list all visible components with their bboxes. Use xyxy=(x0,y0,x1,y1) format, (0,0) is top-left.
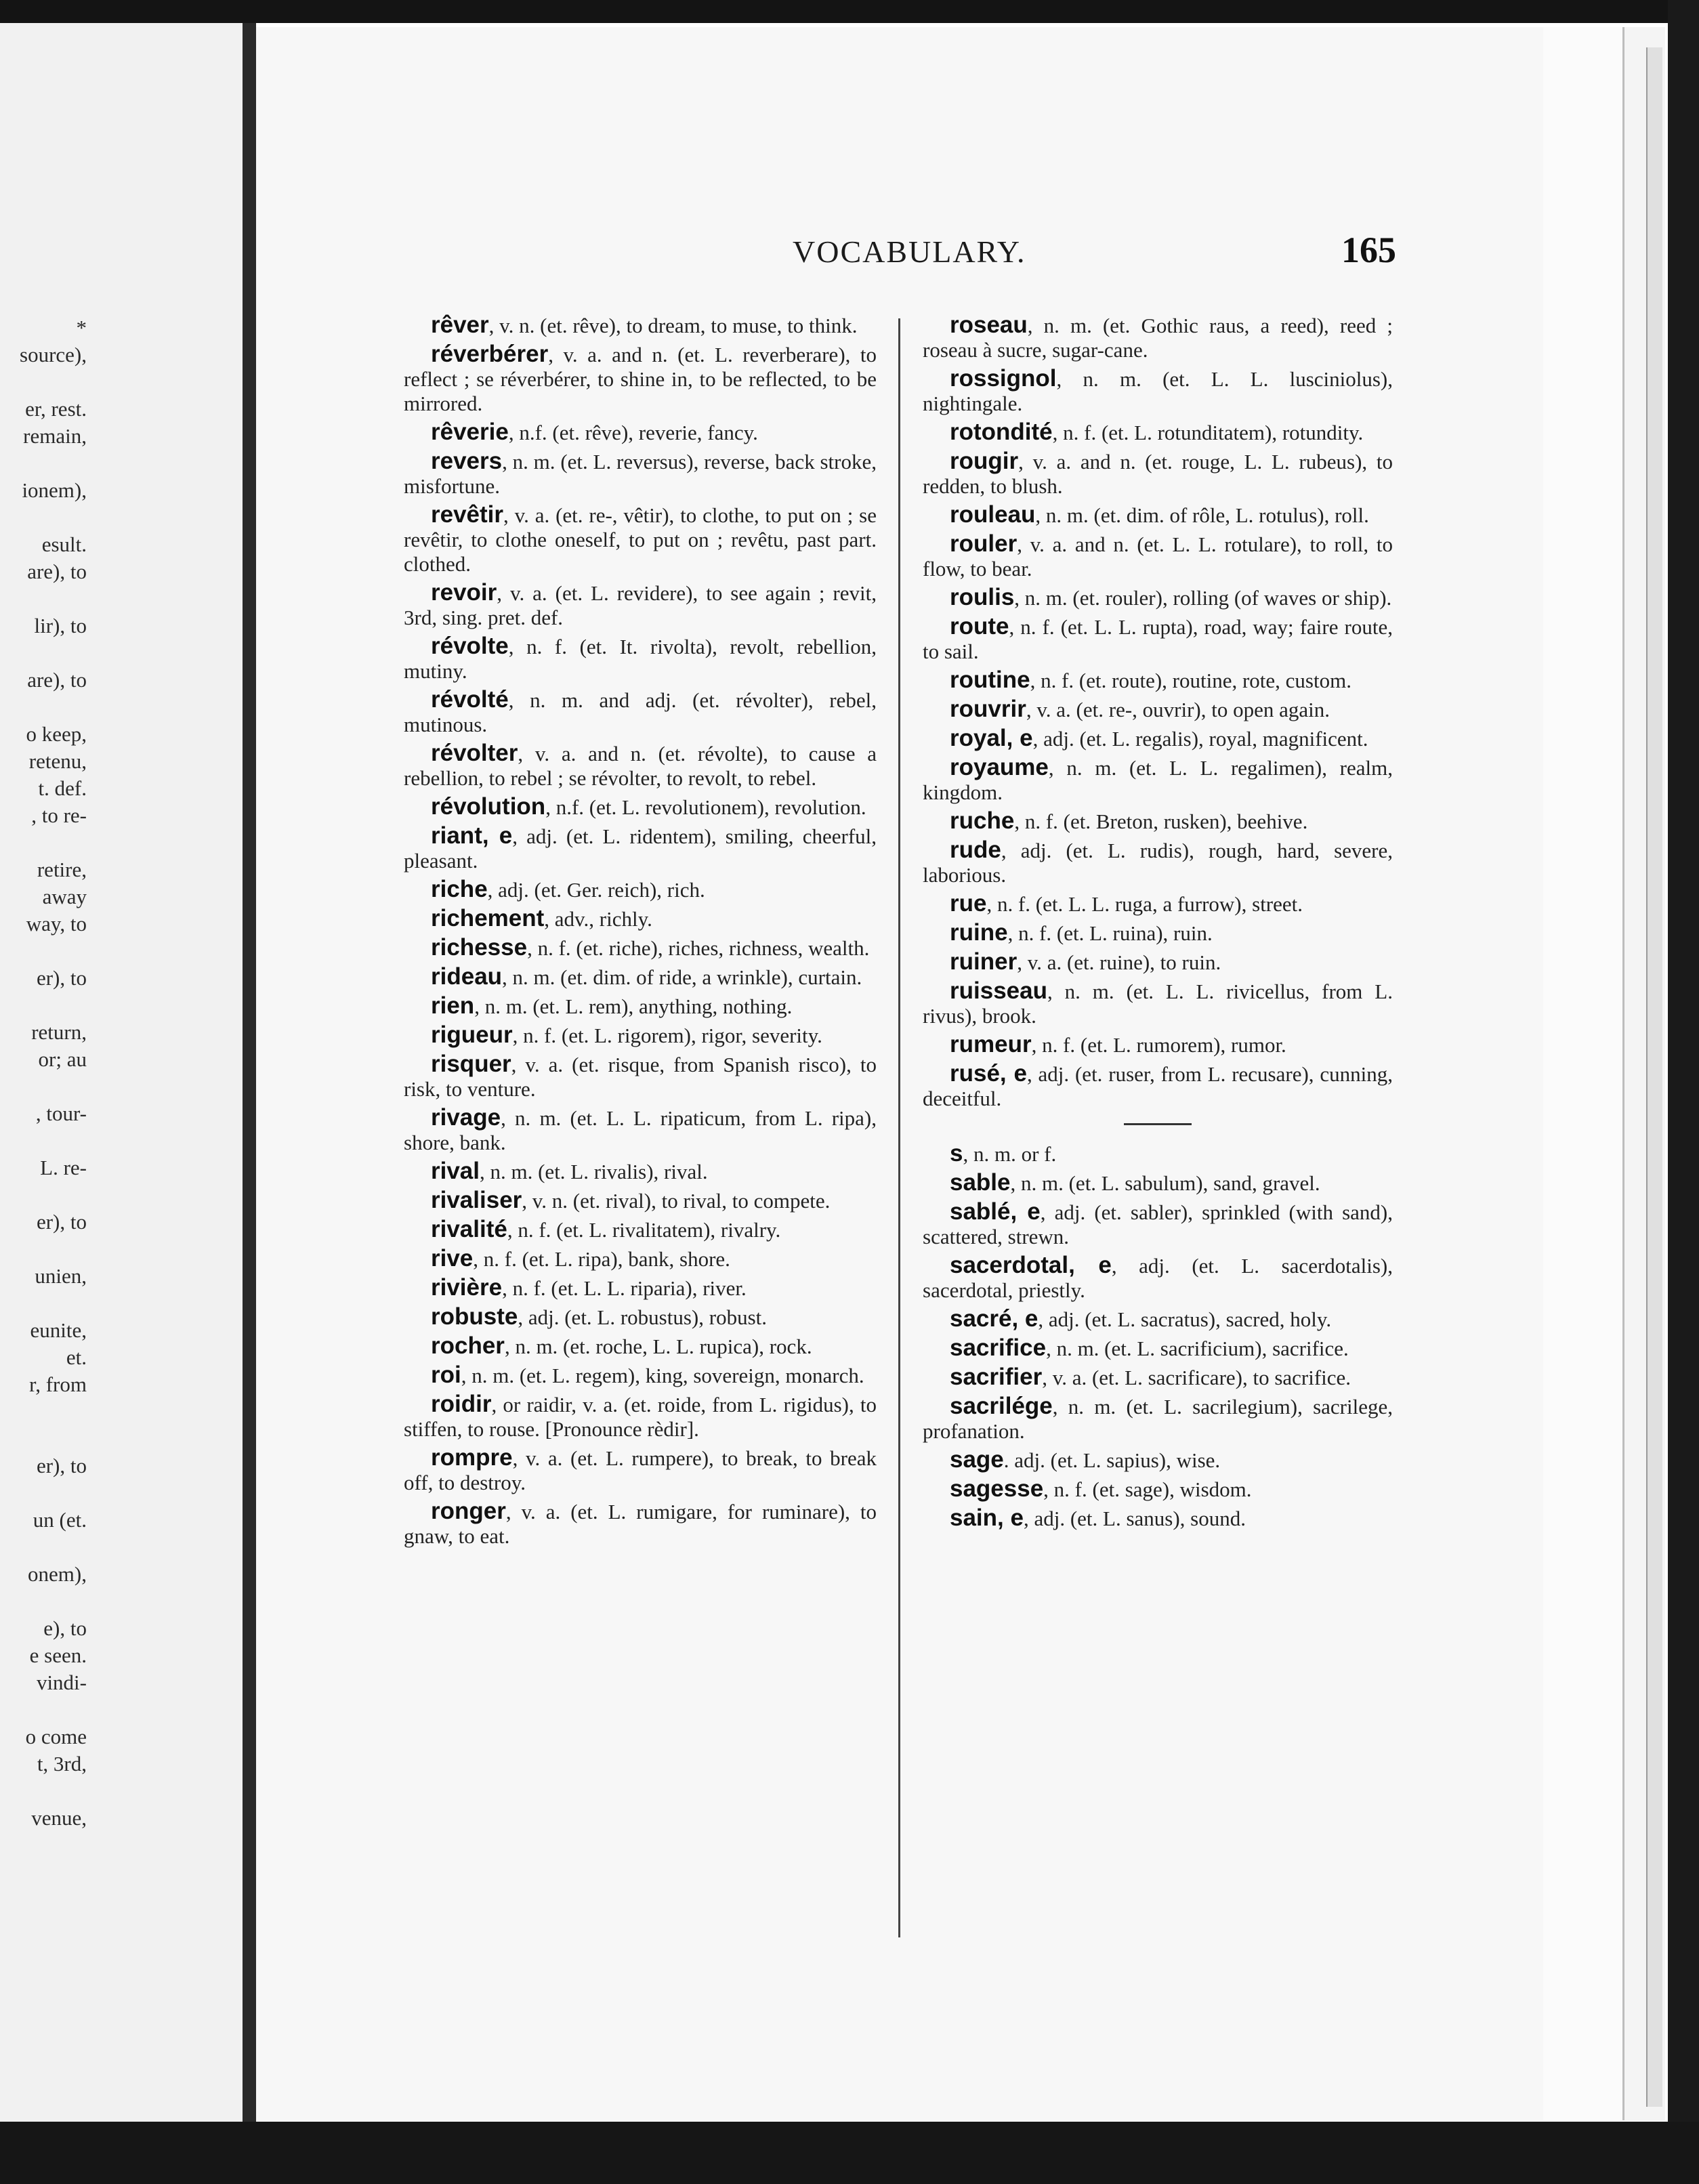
page-right-margin xyxy=(1543,27,1622,2120)
facing-page-line xyxy=(0,639,87,667)
dictionary-entry xyxy=(404,1334,877,1359)
facing-page-line: o come xyxy=(25,1725,87,1748)
entry-headword: rouler xyxy=(950,530,1018,557)
entry-definition: , n. m. (et. L. sacrificium), sacrifice. xyxy=(1046,1337,1349,1360)
facing-page-line xyxy=(0,1778,87,1805)
facing-page-line xyxy=(0,1479,87,1507)
entry-definition: , v. a. and n. (et. rouge, L. L. rubeus), to redden, to blush. xyxy=(923,450,1393,498)
entry-headword: route xyxy=(950,613,1009,639)
facing-page-line: vindi- xyxy=(36,1671,87,1694)
entry-definition: , adj. (et. L. sacerdotalis), sacerdotal, priestly. xyxy=(923,1254,1393,1302)
section-separator xyxy=(1124,1123,1192,1125)
dictionary-entry xyxy=(923,1200,1393,1249)
entry-definition: , n. m. or f. xyxy=(963,1142,1057,1166)
scan-top-border xyxy=(0,0,1699,23)
facing-page-line xyxy=(0,1425,87,1452)
dictionary-entry xyxy=(923,838,1393,887)
entry-headword: ruine xyxy=(950,919,1008,946)
entry-definition: , v. a. (et. L. rumpere), to break, to break off, to destroy. xyxy=(404,1446,877,1494)
dictionary-entry xyxy=(404,1052,877,1101)
dictionary-entry xyxy=(923,1307,1393,1332)
entry-definition: , or raidir, v. a. (et. roide, from L. rigidus), to stiffen, to rouse. [Pronounce rèdir]. xyxy=(404,1393,877,1441)
facing-page-line: away xyxy=(42,885,87,908)
entry-headword: sacerdotal, e xyxy=(950,1252,1112,1278)
entry-headword: rideau xyxy=(431,963,503,990)
dictionary-entry xyxy=(923,921,1393,946)
facing-page-line: source), xyxy=(20,343,87,366)
facing-page-line: er), to xyxy=(36,966,87,990)
entry-definition: , v. a. and n. (et. L. reverberare), to reflect ; se réverbérer, to shine in, to be reflected, to be mirrored. xyxy=(404,343,877,415)
dictionary-entry xyxy=(404,1217,877,1242)
entry-definition: , n. m. (et. L. L. lusciniolus), nightingale. xyxy=(923,367,1393,415)
facing-page-line: esult. xyxy=(41,532,87,556)
entry-definition: , n.f. (et. rêve), reverie, fancy. xyxy=(508,421,758,444)
dictionary-entry xyxy=(404,449,877,499)
dictionary-entry xyxy=(404,1305,877,1330)
dictionary-entry xyxy=(923,1171,1393,1196)
entry-headword: ruiner xyxy=(950,948,1018,975)
entry-definition: , n. m. and adj. (et. révolter), rebel, mutinous. xyxy=(404,688,877,736)
entry-headword: ronger xyxy=(431,1498,506,1524)
entry-headword: risquer xyxy=(431,1051,511,1077)
dictionary-entry xyxy=(923,503,1393,528)
dictionary-entry xyxy=(404,503,877,576)
entry-headword: rossignol xyxy=(950,365,1057,392)
scan-bottom-border xyxy=(0,2122,1699,2184)
entry-definition: , n. m. (et. Gothic raus, a reed), reed ; roseau à sucre, sugar-cane. xyxy=(923,314,1393,362)
facing-page-line: un (et. xyxy=(33,1508,87,1532)
entry-definition: , n. m. (et. L. rivalis), rival. xyxy=(480,1160,708,1183)
facing-page-line: , to re- xyxy=(31,803,87,827)
entry-headword: s xyxy=(950,1140,963,1167)
facing-page-line: t, 3rd, xyxy=(37,1752,87,1776)
dictionary-entry xyxy=(404,1188,877,1213)
running-header: VOCABULARY. xyxy=(793,234,1026,269)
facing-page-line xyxy=(0,1588,87,1615)
facing-page-line: way, to xyxy=(26,912,87,936)
entry-definition: , n. f. (et. L. rotunditatem), rotundity. xyxy=(1052,421,1364,444)
entry-headword: rêver xyxy=(431,312,489,338)
entry-definition: , n. f. (et. L. L. riparia), river. xyxy=(502,1276,747,1300)
entry-headword: sage xyxy=(950,1446,1004,1473)
entry-headword: royaume xyxy=(950,754,1049,780)
entry-definition: , n.f. (et. L. revolutionem), revolution. xyxy=(545,795,866,819)
facing-page-line: are), to xyxy=(27,560,87,583)
right-column xyxy=(923,313,1393,1535)
entry-headword: royal, e xyxy=(950,725,1033,751)
scan-right-border xyxy=(1668,0,1699,2184)
entry-definition: , n. f. (et. L. ruina), ruin. xyxy=(1007,921,1213,945)
facing-page-line: er), to xyxy=(36,1454,87,1477)
facing-page-line: e seen. xyxy=(29,1643,87,1667)
dictionary-entry xyxy=(923,366,1393,416)
facing-page-line: lir), to xyxy=(34,614,87,637)
facing-page-line xyxy=(0,1290,87,1317)
entry-definition: , v. n. (et. rêve), to dream, to muse, to think. xyxy=(488,314,858,337)
entry-headword: révolter xyxy=(431,740,518,766)
entry-definition: , n. m. (et. roche, L. L. rupica), rock. xyxy=(504,1335,812,1358)
dictionary-entry xyxy=(923,726,1393,751)
entry-headword: rocher xyxy=(431,1332,505,1359)
entry-headword: rivalité xyxy=(431,1216,507,1242)
entry-headword: roseau xyxy=(950,312,1028,338)
facing-page-line xyxy=(0,1236,87,1263)
entry-definition: , n. f. (et. route), routine, rote, custom. xyxy=(1030,669,1351,692)
dictionary-entry xyxy=(404,795,877,820)
facing-page-line xyxy=(0,504,87,531)
facing-page-line: retenu, xyxy=(28,749,87,773)
page-number: 165 xyxy=(1341,230,1396,270)
entry-definition: , n. m. (et. L. L. rivicellus, from L. rivus), brook. xyxy=(923,980,1393,1028)
entry-definition: , n. m. (et. L. sacrilegium), sacrilege, profanation. xyxy=(923,1395,1393,1443)
dictionary-entry xyxy=(404,1159,877,1184)
entry-headword: sable xyxy=(950,1169,1011,1196)
entry-headword: révolte xyxy=(431,633,509,659)
dictionary-entry xyxy=(923,950,1393,975)
entry-definition: , v. a. (et. re-, vêtir), to clothe, to put on ; se revêtir, to clothe oneself, to put on ; revêtu, past part. clothed. xyxy=(404,503,877,576)
facing-page-line: retire, xyxy=(37,858,87,881)
entry-headword: roi xyxy=(431,1362,461,1388)
entry-definition: , n. f. (et. L. ripa), bank, shore. xyxy=(473,1247,730,1271)
facing-page-line: er, rest. xyxy=(25,397,87,421)
dictionary-entry xyxy=(404,877,877,902)
facing-page-text xyxy=(0,314,87,1832)
dictionary-entry xyxy=(404,824,877,873)
dictionary-entry xyxy=(404,936,877,961)
dictionary-entry xyxy=(404,1106,877,1155)
book-gutter xyxy=(243,23,256,2122)
entry-headword: sacrilége xyxy=(950,1393,1053,1419)
entry-headword: rivière xyxy=(431,1274,503,1301)
entry-definition: , adv., richly. xyxy=(544,907,652,931)
facing-page-line: eunite, xyxy=(30,1318,87,1342)
entry-headword: rusé, e xyxy=(950,1060,1027,1087)
dictionary-entry xyxy=(923,1448,1393,1473)
entry-definition: , n. f. (et. Breton, rusken), beehive. xyxy=(1014,810,1308,833)
dictionary-entry xyxy=(404,634,877,684)
entry-headword: robuste xyxy=(431,1303,518,1330)
entry-headword: révolution xyxy=(431,793,546,820)
entry-definition: , adj. (et. L. rudis), rough, hard, severe, laborious. xyxy=(923,839,1393,887)
facing-page-line xyxy=(0,694,87,721)
entry-definition: , v. a. (et. L. rumigare, for ruminare), to gnaw, to eat. xyxy=(404,1500,877,1548)
entry-headword: révolté xyxy=(431,686,509,713)
entry-headword: richement xyxy=(431,905,545,931)
facing-page xyxy=(0,23,243,2122)
entry-definition: , n. f. (et. L. L. rupta), road, way; faire route, to sail. xyxy=(923,615,1393,663)
entry-headword: rivage xyxy=(431,1104,501,1131)
facing-page-line: L. re- xyxy=(40,1156,87,1179)
dictionary-entry xyxy=(923,313,1393,362)
facing-page-line: t. def. xyxy=(38,776,87,800)
facing-page-line: o keep, xyxy=(26,722,87,746)
dictionary-entry xyxy=(404,741,877,791)
entry-definition: , v. a. and n. (et. révolte), to cause a rebellion, to rebel ; se révolter, to revolt, to rebel. xyxy=(404,742,877,790)
dictionary-entry xyxy=(923,755,1393,805)
entry-definition: , n. m. (et. L. L. ripaticum, from L. ripa), shore, bank. xyxy=(404,1106,877,1154)
facing-page-line: e), to xyxy=(43,1616,87,1640)
dictionary-entry xyxy=(404,1392,877,1442)
dictionary-entry xyxy=(923,420,1393,445)
dictionary-entry xyxy=(404,581,877,630)
dictionary-entry xyxy=(923,809,1393,834)
dictionary-entry xyxy=(923,1365,1393,1390)
facing-page-line: venue, xyxy=(31,1806,87,1830)
entry-headword: ruche xyxy=(950,807,1015,834)
entry-headword: rêverie xyxy=(431,419,509,445)
entry-definition: , n. m. (et. dim. of rôle, L. rotulus), roll. xyxy=(1035,503,1369,527)
dictionary-entry xyxy=(404,1246,877,1272)
entry-definition: , n. f. (et. riche), riches, richness, wealth. xyxy=(527,936,870,960)
entry-headword: rougir xyxy=(950,448,1019,474)
entry-definition: , n. m. (et. L. reversus), reverse, back stroke, misfortune. xyxy=(404,450,877,498)
entry-headword: revers xyxy=(431,448,503,474)
facing-page-line: ionem), xyxy=(22,478,87,502)
entry-headword: roidir xyxy=(431,1391,492,1417)
facing-page-line: or; au xyxy=(38,1047,87,1071)
entry-definition: , n. f. (et. sage), wisdom. xyxy=(1043,1477,1252,1501)
facing-page-line: return, xyxy=(31,1020,87,1044)
entry-headword: rompre xyxy=(431,1444,513,1471)
entry-headword: routine xyxy=(950,667,1030,693)
dictionary-entry xyxy=(923,1062,1393,1111)
dictionary-entry xyxy=(923,891,1393,917)
entry-headword: richesse xyxy=(431,934,528,961)
entry-definition: , adj. (et. sabler), sprinkled (with sand), scattered, strewn. xyxy=(923,1200,1393,1248)
entry-headword: sain, e xyxy=(950,1505,1024,1531)
entry-definition: , v. a. (et. ruine), to ruin. xyxy=(1017,950,1221,974)
facing-page-line xyxy=(0,1398,87,1425)
entry-headword: rue xyxy=(950,890,987,917)
entry-headword: sablé, e xyxy=(950,1198,1041,1225)
dictionary-entry xyxy=(923,697,1393,722)
entry-definition: , n. f. (et. It. rivolta), revolt, rebellion, mutiny. xyxy=(404,635,877,683)
facing-page-line xyxy=(0,829,87,856)
entry-headword: revoir xyxy=(431,579,497,606)
left-column xyxy=(404,313,877,1553)
entry-headword: sagesse xyxy=(950,1475,1044,1502)
dictionary-entry xyxy=(404,313,877,338)
dictionary-entry xyxy=(923,1253,1393,1303)
dictionary-entry xyxy=(923,1506,1393,1531)
dictionary-entry xyxy=(923,1032,1393,1057)
dictionary-entry xyxy=(923,979,1393,1028)
entry-definition: , v. a. (et. re-, ouvrir), to open again. xyxy=(1026,698,1330,721)
entry-definition: , adj. (et. L. ridentem), smiling, cheerful, pleasant. xyxy=(404,824,877,873)
entry-definition: , n. f. (et. L. rumorem), rumor. xyxy=(1031,1033,1286,1057)
entry-definition: , adj. (et. Ger. reich), rich. xyxy=(487,878,705,902)
entry-definition: , n. m. (et. L. sabulum), sand, gravel. xyxy=(1010,1171,1320,1195)
facing-page-line xyxy=(0,1534,87,1561)
facing-page-line xyxy=(0,450,87,477)
facing-page-line: remain, xyxy=(23,424,87,448)
dictionary-entry xyxy=(923,614,1393,664)
entry-headword: rouvrir xyxy=(950,696,1026,722)
entry-definition: , adj. (et. L. sacratus), sacred, holy. xyxy=(1038,1307,1332,1331)
entry-definition: , n. f. (et. L. rigorem), rigor, severity. xyxy=(512,1024,822,1047)
entry-headword: revêtir xyxy=(431,501,504,528)
entry-headword: rotondité xyxy=(950,419,1053,445)
s-entries xyxy=(923,1141,1393,1531)
entry-definition: , v. a. (et. risque, from Spanish risco), to risk, to venture. xyxy=(404,1053,877,1101)
entry-headword: sacrifier xyxy=(950,1364,1043,1390)
entry-headword: riant, e xyxy=(431,822,513,849)
entry-definition: , n. f. (et. L. L. ruga, a furrow), street. xyxy=(986,892,1303,916)
entry-definition: , n. m. (et. L. L. regalimen), realm, kingdom. xyxy=(923,756,1393,804)
dictionary-entry xyxy=(404,906,877,931)
facing-page-line xyxy=(0,938,87,965)
facing-page-line: unien, xyxy=(35,1264,87,1288)
entry-definition: , v. a. and n. (et. L. L. rotulare), to roll, to flow, to bear. xyxy=(923,532,1393,581)
entry-headword: rude xyxy=(950,837,1001,863)
facing-page-line: * xyxy=(76,316,87,339)
entry-definition: , n. m. (et. L. regem), king, sovereign, monarch. xyxy=(461,1364,864,1387)
entry-definition: , v. a. (et. L. sacrificare), to sacrifice. xyxy=(1042,1366,1351,1389)
facing-page-line xyxy=(0,1127,87,1154)
dictionary-entry xyxy=(923,1477,1393,1502)
facing-page-line xyxy=(0,1181,87,1209)
entry-headword: rien xyxy=(431,992,475,1019)
dictionary-entry xyxy=(923,585,1393,610)
dictionary-entry xyxy=(923,1394,1393,1444)
entry-headword: rigueur xyxy=(431,1022,513,1048)
entry-definition: , adj. (et. L. sanus), sound. xyxy=(1023,1507,1246,1530)
entry-headword: sacrifice xyxy=(950,1335,1047,1361)
r-entries xyxy=(923,313,1393,1111)
facing-page-line: et. xyxy=(66,1345,87,1369)
facing-page-line: are), to xyxy=(27,668,87,692)
entry-definition: , v. n. (et. rival), to rival, to compete. xyxy=(522,1189,831,1213)
entry-headword: rive xyxy=(431,1245,474,1272)
entry-definition: , adj. (et. L. robustus), robust. xyxy=(518,1305,767,1329)
facing-page-line xyxy=(0,992,87,1019)
facing-page-line xyxy=(0,369,87,396)
dictionary-entry xyxy=(404,342,877,416)
facing-page-line: , tour- xyxy=(35,1101,87,1125)
entry-headword: réverbérer xyxy=(431,341,549,367)
dictionary-entry xyxy=(404,420,877,445)
page-edges-inner xyxy=(1646,47,1662,2107)
dictionary-entry xyxy=(923,1336,1393,1361)
facing-page-line: r, from xyxy=(29,1372,87,1396)
entry-definition: , n. m. (et. L. rem), anything, nothing. xyxy=(474,994,793,1018)
entry-headword: rivaliser xyxy=(431,1187,522,1213)
entry-definition: , adj. (et. ruser, from L. recusare), cunning, deceitful. xyxy=(923,1062,1393,1110)
entry-headword: sacré, e xyxy=(950,1305,1039,1332)
entry-definition: , n. m. (et. rouler), rolling (of waves or ship). xyxy=(1014,586,1392,610)
facing-page-line: onem), xyxy=(28,1562,87,1586)
dictionary-entry xyxy=(404,1276,877,1301)
entry-definition: , v. a. (et. L. revidere), to see again ; revit, 3rd, sing. pret. def. xyxy=(404,581,877,629)
dictionary-entry xyxy=(923,668,1393,693)
facing-page-line: er), to xyxy=(36,1210,87,1234)
column-divider xyxy=(898,318,900,1937)
facing-page-line xyxy=(0,1696,87,1723)
dictionary-entry xyxy=(923,532,1393,581)
entry-headword: rumeur xyxy=(950,1031,1032,1057)
facing-page-line xyxy=(0,585,87,612)
dictionary-entry xyxy=(923,1141,1393,1167)
dictionary-entry xyxy=(404,1446,877,1495)
dictionary-entry xyxy=(923,449,1393,499)
entry-definition: , adj. (et. L. regalis), royal, magnificent. xyxy=(1032,727,1368,751)
entry-headword: roulis xyxy=(950,584,1015,610)
dictionary-entry xyxy=(404,1023,877,1048)
entry-headword: riche xyxy=(431,876,488,902)
entry-definition: . adj. (et. L. sapius), wise. xyxy=(1003,1448,1221,1472)
dictionary-entry xyxy=(404,965,877,990)
dictionary-entry xyxy=(404,688,877,737)
entry-headword: ruisseau xyxy=(950,978,1047,1004)
dictionary-entry xyxy=(404,1499,877,1549)
facing-page-line xyxy=(0,1073,87,1100)
entry-headword: rival xyxy=(431,1158,480,1184)
entry-headword: rouleau xyxy=(950,501,1036,528)
dictionary-entry xyxy=(404,994,877,1019)
entry-definition: , n. m. (et. dim. of ride, a wrinkle), curtain. xyxy=(502,965,862,989)
entry-definition: , n. f. (et. L. rivalitatem), rivalry. xyxy=(507,1218,781,1242)
dictionary-entry xyxy=(404,1363,877,1388)
